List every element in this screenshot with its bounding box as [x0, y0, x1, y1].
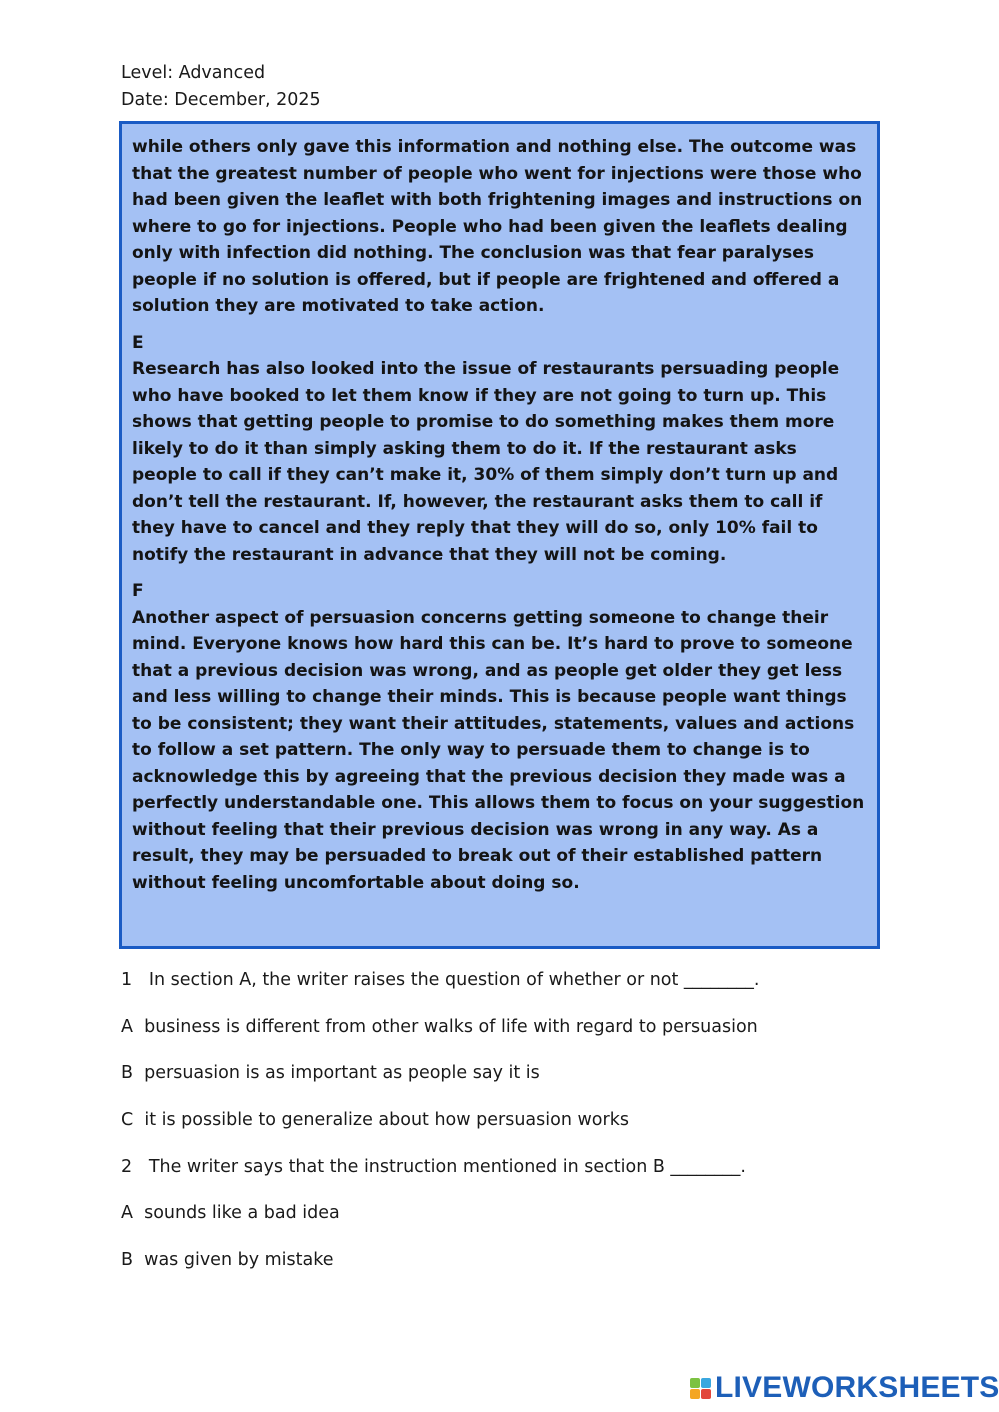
logo-cell	[690, 1389, 700, 1399]
date-label: Date: December, 2025	[121, 90, 321, 110]
reading-passage-box	[119, 121, 880, 949]
question-2-option-b[interactable]: B was given by mistake	[121, 1250, 334, 1271]
logo-cell	[690, 1378, 700, 1388]
level-label: Level: Advanced	[121, 63, 266, 83]
passage-paragraph-intro: while others only gave this information and nothing else. The outcome was that the greatest number of people who went for injections were those who had been given the leaflet with both frightening images and instructions on where to go for injections. People who had been given the leaflets dealing only with infection did nothing. The conclusion was that fear paralyses people if no solution is offered, but if people are frightened and offered a solution they are motivated to take action.	[132, 137, 863, 316]
liveworksheets-logo	[690, 1370, 999, 1406]
question-1-option-b[interactable]: B persuasion is as important as people say it is	[121, 1063, 540, 1084]
question-2: 2 The writer says that the instruction mentioned in section B ________.	[121, 1156, 746, 1177]
section-f-label: F	[132, 581, 144, 601]
question-2-option-a[interactable]: A sounds like a bad idea	[121, 1203, 340, 1224]
logo-text: LIVEWORKSHEETS	[715, 1371, 999, 1404]
logo-grid-icon	[690, 1378, 711, 1399]
question-1: 1 In section A, the writer raises the question of whether or not ________.	[121, 970, 760, 990]
section-e-text: Research has also looked into the issue of restaurants persuading people who have booked to let them know if they are not going to turn up. This shows that getting people to promise to do something makes them more likely to do it than simply asking them to do it. If the restaurant asks people to call if they can’t make it, 30% of them simply don’t turn up and don’t tell the restaurant. If, however, the restaurant asks them to call if they have to cancel and they reply that they will do so, only 10% fail to notify the restaurant in advance that they will not be coming.	[132, 359, 840, 565]
logo-cell	[701, 1389, 711, 1399]
logo-cell	[701, 1378, 711, 1388]
section-f-text: Another aspect of persuasion concerns getting someone to change their mind. Everyone knows how hard this can be. It’s hard to prove to someone that a previous decision was wrong, and as people get older they get less and less willing to change their minds. This is because people want things to be consistent; they want their attitudes, statements, values and actions to follow a set pattern. The only way to persuade them to change is to acknowledge this by agreeing that the previous decision they made was a perfectly understandable one. This allows them to focus on your suggestion without feeling that their previous decision was wrong in any way. As a result, they may be persuaded to break out of their established pattern without feeling uncomfortable about doing so.	[132, 607, 865, 893]
question-1-option-a[interactable]: A business is different from other walks of life with regard to persuasion	[121, 1016, 758, 1037]
question-list	[121, 966, 881, 1293]
section-e-label: E	[132, 332, 144, 353]
question-1-option-c[interactable]: C it is possible to generalize about how persuasion works	[121, 1110, 629, 1131]
worksheet-meta	[121, 60, 321, 114]
